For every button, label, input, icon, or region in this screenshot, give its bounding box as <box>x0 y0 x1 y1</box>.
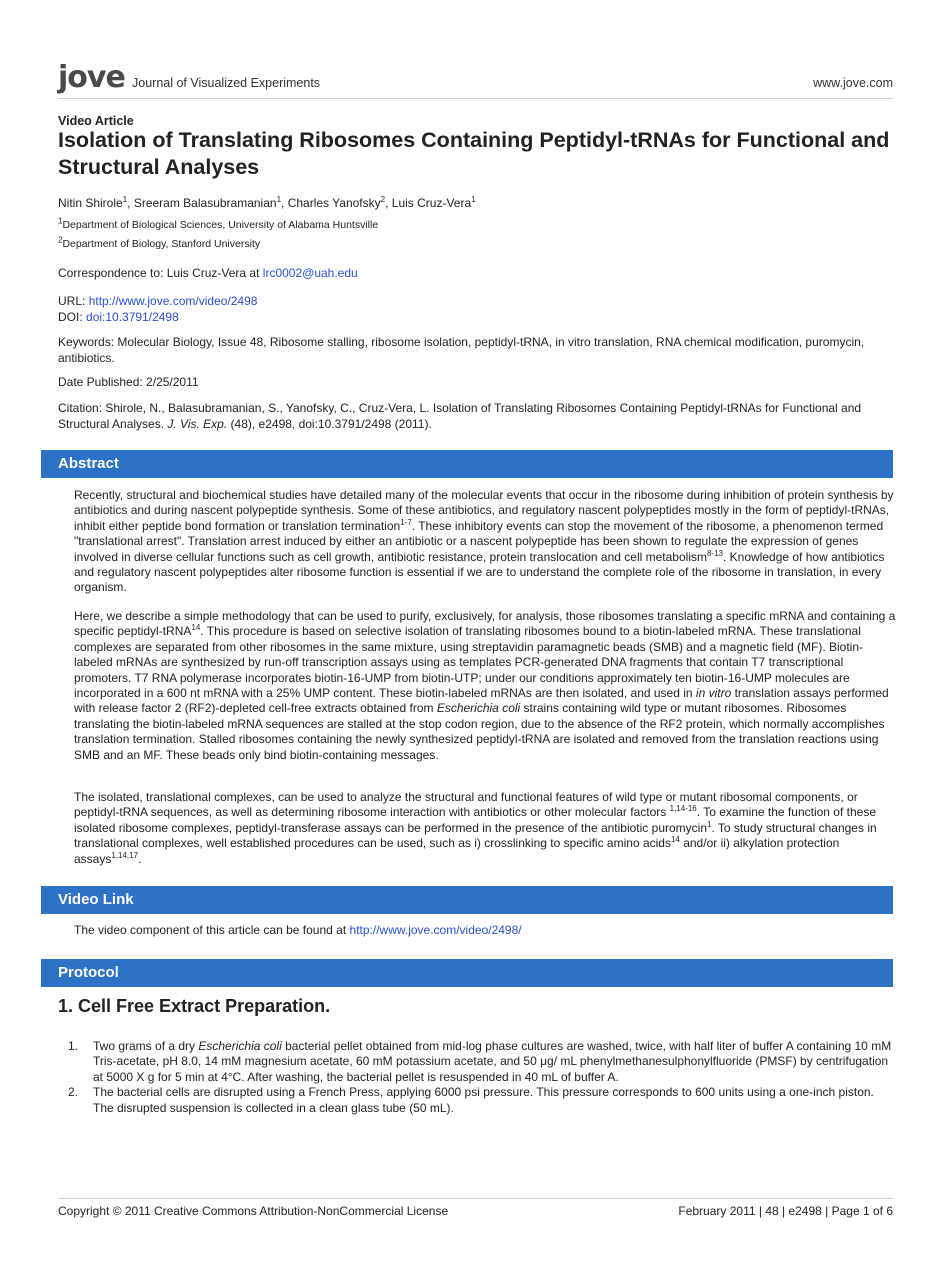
video-link[interactable]: http://www.jove.com/video/2498/ <box>349 923 522 937</box>
affiliation <box>58 235 261 250</box>
text-run: strains containing wild type or mutant ribosomes. Ribosomes translating the biotin-labeled mRNA sequences are stalled at the stop codon region, due to the absence of the RF2 protein, which normally accomplishes translation termination. Stalled ribosomes containing the newly synthesized peptidyl-tRNA are isolated and removed from the translation reactions using SMB and an MF. These beads only bind biotin-containing messages. <box>74 701 885 762</box>
protocol-step <box>68 1039 893 1085</box>
text-run: . This procedure is based on selective isolation of translating ribosomes bound to a biotin-labeled mRNA. These translational complexes are separated from other ribosomes in the same mixture, using streptavidin paramagnetic beads (SMB) and a magnetic field (MF). Biotin-labeled mRNAs are synthesized by run-off transcription assays using as templates PCR-generated DNA fragments that contain T7 transcriptional promoters. T7 RNA polymerase incorporates biotin-16-UMP from biotin-UTP; under our conditions approximately ten biotin-16-UMP molecules are incorporated in a 600 nt mRNA with a 25% UMP content. These biotin-labeled mRNAs are then isolated, and used in <box>74 624 864 701</box>
correspondence-label: Correspondence to: Luis Cruz-Vera at <box>58 266 263 280</box>
article-url <box>58 294 257 308</box>
reference-mark: 1,14-16 <box>669 804 697 814</box>
video-link-text <box>74 923 522 937</box>
copyright-notice: Copyright © 2011 Creative Commons Attribution-NonCommercial License <box>58 1204 449 1218</box>
author-name: Sreeram Balasubramanian <box>133 196 277 210</box>
step-number: 1. <box>68 1039 79 1053</box>
citation <box>58 401 893 432</box>
keywords: Keywords: Molecular Biology, Issue 48, Ribosome stalling, ribosome isolation, peptidyl-tRNA, in vitro translation, RNA chemical modification, puromycin, antibiotics. <box>58 335 865 365</box>
url-label: URL: <box>58 294 89 308</box>
citation-text: Citation: Shirole, N., Balasubramanian, S., Yanofsky, C., Cruz-Vera, L. Isolation of Translating Ribosomes Containing Peptidyl-tRNAs for Functional and Structural Analyses. <box>58 401 862 431</box>
article-type: Video Article <box>58 114 134 128</box>
jove-logo[interactable] <box>58 60 125 94</box>
video-link-heading: Video Link <box>41 886 893 914</box>
article-url-link[interactable]: http://www.jove.com/video/2498 <box>88 294 258 308</box>
author-name: Charles Yanofsky <box>287 196 381 210</box>
logo-text: jove <box>58 60 125 95</box>
author-list: Nitin Shirole$^1$, Sreeram Balasubramanian$^1$, Charles Yanofsky$^2$, Luis Cruz-Vera$^1$ <box>58 195 476 210</box>
page-info: February 2011 | 48 | e2498 | Page 1 of 6 <box>678 1204 893 1218</box>
abstract-paragraph <box>74 488 896 596</box>
reference-mark: 14 <box>670 835 680 845</box>
citation-text-end: (48), e2498, doi:10.3791/2498 (2011). <box>227 416 432 431</box>
affiliation-number: 2 <box>58 235 63 245</box>
article-title: Isolation of Translating Ribosomes Containing Peptidyl-tRNAs for Functional and Structural Analyses <box>58 128 890 179</box>
author-name: Luis Cruz-Vera <box>391 196 472 210</box>
article-doi <box>58 310 179 324</box>
reference-mark: 1-7 <box>400 517 412 527</box>
protocol-section-title: 1. Cell Free Extract Preparation. <box>58 996 331 1016</box>
correspondence-email-link[interactable]: lrc0002@uah.edu <box>262 266 358 280</box>
italic-run: Escherichia coli <box>436 701 521 716</box>
page-header <box>58 58 893 99</box>
text-run: Recently, structural and biochemical studies have detailed many of the molecular events that occur in the ribosome during inhibition of protein synthesis by antibiotics and during nascent polypeptide synthesis. Some of these antibiotics, and regulatory nascent polypeptides mostly in the form of peptidyl-tRNAs, inhibit either peptide bond formation or translation termination <box>74 488 894 533</box>
step-text: The bacterial cells are disrupted using a French Press, applying 6000 psi pressure. This pressure corresponds to 600 units using a one-inch piston. The disrupted suspension is collected in a clean glass tube (50 mL). <box>93 1085 874 1115</box>
affiliation-text: Department of Biology, Stanford University <box>62 238 261 250</box>
step-italic: Escherichia coli <box>198 1039 282 1053</box>
affiliation-text: Department of Biological Sciences, University of Alabama Huntsville <box>62 219 379 231</box>
author-name: Nitin Shirole <box>58 196 123 210</box>
author-affiliation-mark: 2 <box>380 195 386 204</box>
text-run: and/or ii) alkylation protection assays <box>74 836 840 866</box>
abstract-heading: Abstract <box>41 450 893 478</box>
doi-label: DOI: <box>58 310 87 324</box>
citation-journal: J. Vis. Exp. <box>167 416 228 431</box>
reference-mark: 1 <box>707 819 712 829</box>
author-affiliation-mark: 1 <box>122 195 128 204</box>
text-run: The isolated, translational complexes, can be used to analyze the structural and functional features of wild type or mutant ribosomal components, or peptidyl-tRNA sequences, as well as determining ribosome interaction with antibiotics or other molecular factors <box>74 790 858 820</box>
step-text: Two grams of a dry <box>93 1039 199 1053</box>
step-text: bacterial pellet obtained from mid-log phase cultures are washed, twice, with half liter of buffer A containing 10 mM Tris-acetate, pH 8.0, 14 mM magnesium acetate, 60 mM potassium acetate, and 50 μg/ mL phenylmethanesulphonylfluoride (PMSF) by centrifugation at 5000 X g for 5 min at 4°C. After washing, the bacterial pellet is resuspended in 40 mL of buffer A. <box>93 1039 892 1084</box>
italic-run: in vitro <box>695 686 732 701</box>
affiliation-number: 1 <box>58 216 63 226</box>
text-run: . Knowledge of how antibiotics and regulatory nascent polypeptides alter ribosome function is essential if we are to understand the complete role of the ribosome in translation, in every organism. <box>74 549 885 595</box>
reference-mark: 14 <box>191 623 201 633</box>
site-url[interactable]: www.jove.com <box>813 76 893 90</box>
text-run: . To examine the function of these isolated ribosome complexes, peptidyl-transferase assays can be performed in the presence of the antibiotic puromycin <box>74 805 876 835</box>
reference-mark: 8-13 <box>706 548 723 558</box>
abstract-paragraph <box>74 790 896 867</box>
protocol-steps <box>68 1039 893 1116</box>
author-affiliation-mark: 1 <box>276 195 282 204</box>
abstract-paragraph <box>74 609 896 763</box>
correspondence <box>58 266 358 280</box>
doi-link[interactable]: doi:10.3791/2498 <box>86 310 179 324</box>
text-run: translation assays performed with release factor 2 (RF2)-depleted cell-free extracts obtained from <box>74 686 889 716</box>
step-number: 2. <box>68 1085 79 1100</box>
author-affiliation-mark: 1 <box>471 195 476 204</box>
video-link-label: The video component of this article can be found at <box>74 923 350 937</box>
text-run: . <box>138 851 142 866</box>
reference-mark: 1,14,17 <box>111 850 139 860</box>
text-run: . These inhibitory events can stop the movement of the ribosome, a phenomenon termed "translational arrest". Translation arrest induced by either an antibiotic or a nascent polypeptide has been shown to regulate the expression of genes involved in diverse cellular functions such as cell growth, antibiotic resistance, protein translocation and cell metabolism <box>74 518 884 564</box>
journal-name: Journal of Visualized Experiments <box>132 76 321 90</box>
protocol-heading: Protocol <box>41 959 893 987</box>
publish-date: Date Published: 2/25/2011 <box>58 375 199 389</box>
affiliation <box>58 216 379 231</box>
text-run: . To study structural changes in translational complexes, well established procedures can be used, such as i) crosslinking to specific amino acids <box>74 820 877 851</box>
page-footer <box>58 1198 893 1218</box>
text-run: Here, we describe a simple methodology that can be used to purify, exclusively, for analysis, those ribosomes translating a specific mRNA and containing a specific peptidyl-tRNA <box>74 609 896 639</box>
protocol-step <box>68 1085 893 1116</box>
